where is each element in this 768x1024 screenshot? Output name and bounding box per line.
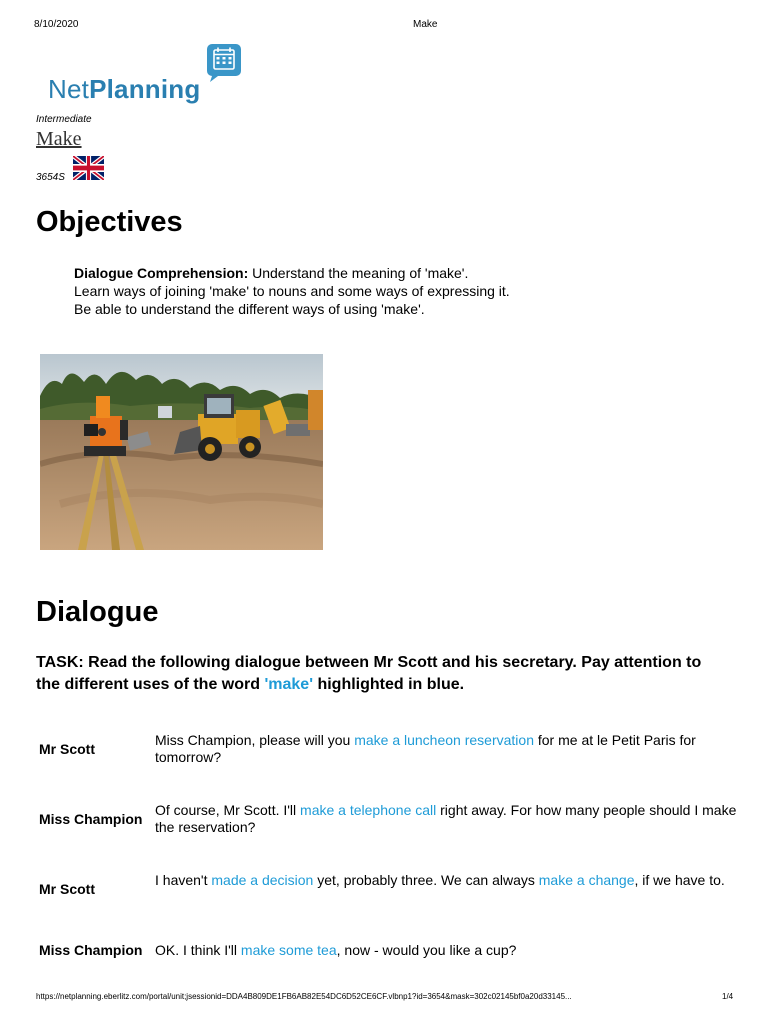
objective-1-text: Understand the meaning of 'make'.	[248, 265, 469, 281]
dialogue-line: OK. I think I'll make some tea, now - would you like a cup?	[155, 942, 517, 958]
page-number: 1/4	[722, 992, 734, 1001]
footer-url: https://netplanning.eberlitz.com/portal/unit;jsessionid=DDA4B809DE1FB6AB82E54DC6D52CE6CF.vlbnp1?id=3654&mask=302c02145bf0a20d33145...	[36, 992, 572, 1001]
netplanning-logo	[48, 74, 200, 105]
construction-site-photo	[40, 354, 323, 550]
speaker-name: Mr Scott	[39, 741, 95, 757]
dialogue-line: Miss Champion, please will you make a luncheon reservation for me at le Petit Paris for tomorrow?	[155, 732, 696, 765]
speaker-name: Mr Scott	[39, 881, 95, 897]
make-phrase: make a telephone call	[300, 802, 437, 818]
task-highlight: 'make'	[264, 676, 313, 693]
objectives-list	[74, 264, 510, 318]
make-phrase: make a change	[538, 872, 635, 888]
task-text-end: highlighted in blue.	[313, 676, 465, 693]
dialogue-line: I haven't made a decision yet, probably three. We can always make a change, if we have to.	[155, 872, 725, 888]
logo-text-bold: Planning	[89, 74, 201, 104]
level-label: Intermediate	[36, 114, 92, 125]
task-instructions	[36, 652, 716, 696]
uk-flag-icon	[73, 156, 104, 180]
objective-label: Dialogue Comprehension:	[74, 265, 249, 281]
speaker-name: Miss Champion	[39, 942, 143, 958]
objective-2: Learn ways of joining 'make' to nouns and some ways of expressing it.	[74, 283, 510, 299]
objective-1	[74, 264, 510, 282]
unit-title-link[interactable]: Make	[36, 128, 82, 150]
speaker-name: Miss Champion	[39, 811, 143, 827]
make-phrase: make some tea	[240, 942, 337, 958]
logo-text-light: Net	[48, 74, 90, 104]
unit-code: 3654S	[36, 172, 65, 183]
dialogue-line: Of course, Mr Scott. I'll make a telephone call right away. For how many people should I make the reservation?	[155, 802, 737, 835]
objectives-heading: Objectives	[36, 206, 183, 238]
task-text: TASK: Read the following dialogue between Mr Scott and his secretary. Pay attention to the different uses of the word	[36, 654, 702, 693]
calendar-bubble-icon	[206, 42, 242, 82]
print-title: Make	[413, 19, 438, 30]
print-date: 8/10/2020	[34, 19, 79, 30]
make-phrase: made a decision	[211, 872, 314, 888]
make-phrase: make a luncheon reservation	[354, 732, 534, 748]
objective-3: Be able to understand the different ways of using 'make'.	[74, 301, 425, 317]
dialogue-heading: Dialogue	[36, 596, 159, 628]
